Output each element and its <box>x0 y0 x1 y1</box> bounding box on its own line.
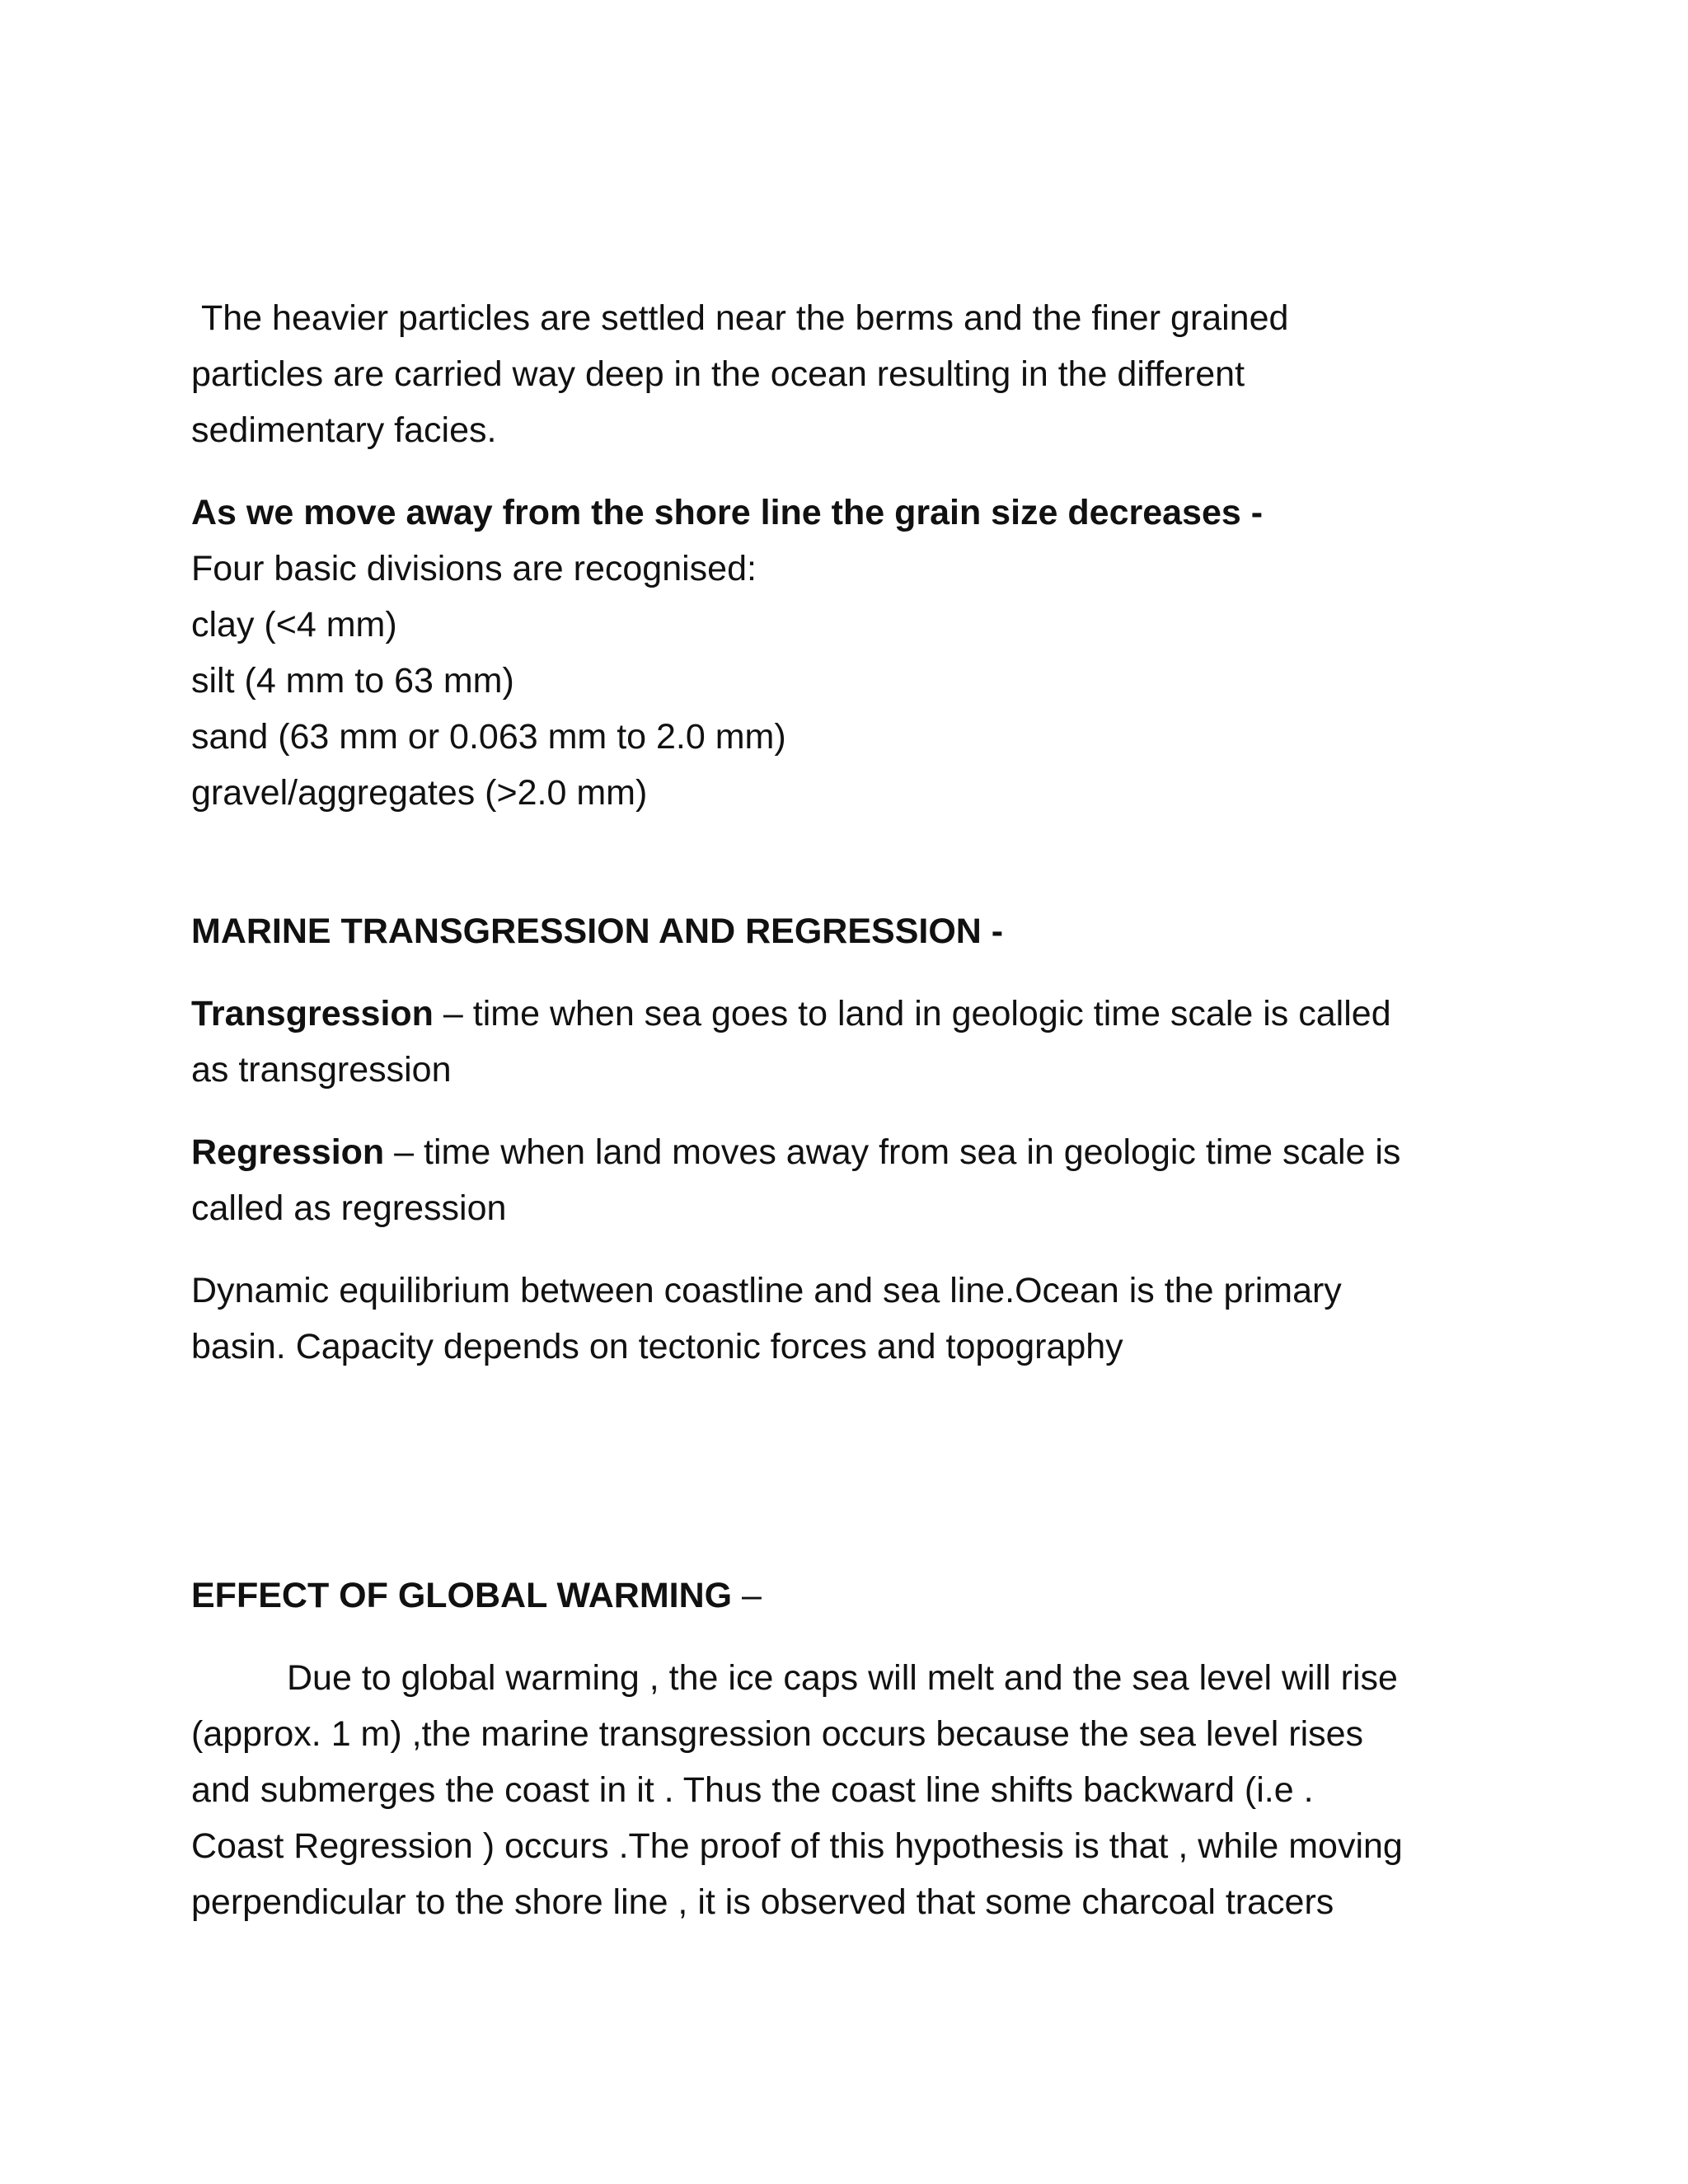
grain-size-item: sand (63 mm or 0.063 mm to 2.0 mm) <box>191 717 786 757</box>
warming-line: perpendicular to the shore line , it is observed that some charcoal tracers <box>191 1882 1334 1922</box>
transgression-term: Transgression <box>191 994 434 1033</box>
warming-paragraph <box>191 1650 1477 1930</box>
marine-heading: MARINE TRANSGRESSION AND REGRESSION - <box>191 912 1004 951</box>
grain-size-section <box>191 485 1477 821</box>
transgression-paragraph <box>191 986 1477 1098</box>
intro-line: The heavier particles are settled near the berms and the finer grained <box>201 298 1289 338</box>
transgression-definition: – time when sea goes to land in geologic time scale is called <box>433 994 1391 1033</box>
warming-heading-text: EFFECT OF GLOBAL WARMING <box>191 1576 733 1615</box>
warming-line: Due to global warming , the ice caps will melt and the sea level will rise <box>287 1658 1398 1698</box>
grain-size-heading: As we move away from the shore line the grain size decreases - <box>191 493 1264 532</box>
grain-size-item: clay (<4 mm) <box>191 605 397 644</box>
regression-definition: – time when land moves away from sea in geologic time scale is <box>384 1132 1401 1172</box>
equilibrium-paragraph <box>191 1263 1477 1375</box>
warming-line: (approx. 1 m) ,the marine transgression occurs because the sea level rises <box>191 1714 1364 1754</box>
intro-line: sedimentary facies. <box>191 410 497 450</box>
intro-line: particles are carried way deep in the ocean resulting in the different <box>191 354 1245 394</box>
regression-paragraph <box>191 1124 1477 1236</box>
intro-paragraph <box>191 290 1477 458</box>
warming-heading <box>191 1568 1477 1624</box>
equilibrium-line: basin. Capacity depends on tectonic forces and topography <box>191 1327 1123 1366</box>
transgression-definition: as transgression <box>191 1050 452 1090</box>
warming-heading-dash: – <box>732 1576 762 1615</box>
warming-line: and submerges the coast in it . Thus the coast line shifts backward (i.e . <box>191 1770 1314 1810</box>
grain-size-item: silt (4 mm to 63 mm) <box>191 661 514 701</box>
regression-term: Regression <box>191 1132 385 1172</box>
warming-line: Coast Regression ) occurs .The proof of this hypothesis is that , while moving <box>191 1826 1403 1866</box>
regression-definition: called as regression <box>191 1188 507 1228</box>
grain-size-subtitle: Four basic divisions are recognised: <box>191 549 757 588</box>
grain-size-item: gravel/aggregates (>2.0 mm) <box>191 773 648 813</box>
document-page <box>191 290 1477 1930</box>
equilibrium-line: Dynamic equilibrium between coastline and sea line.Ocean is the primary <box>191 1271 1342 1310</box>
